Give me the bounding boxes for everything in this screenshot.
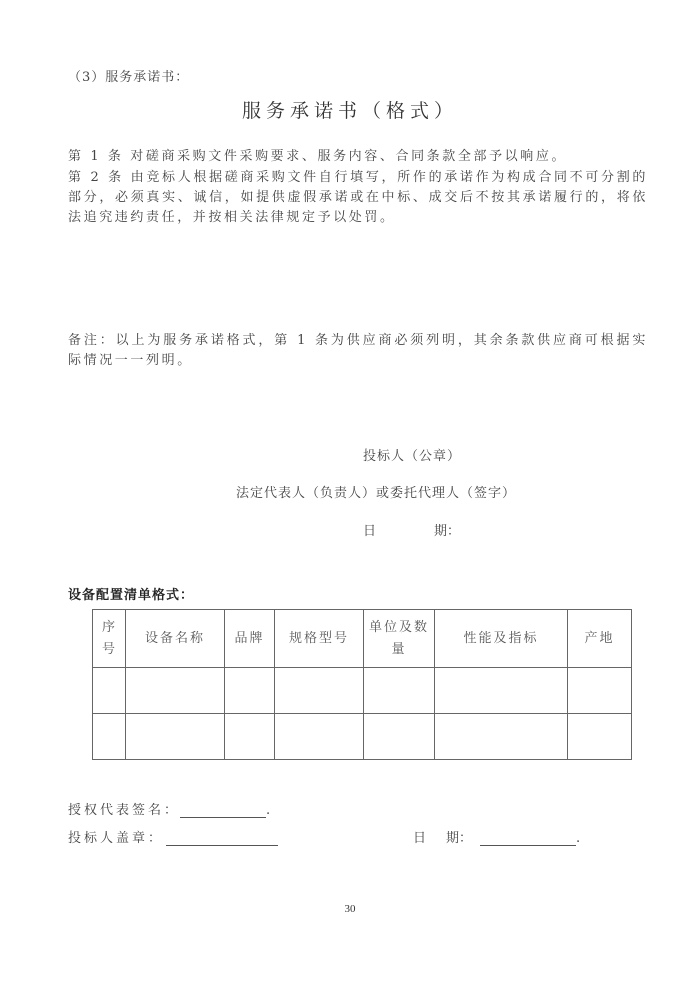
document-title: 服务承诺书（格式） — [241, 100, 458, 122]
table-cell[interactable] — [93, 668, 126, 714]
table-cell[interactable] — [275, 714, 364, 760]
table-cell[interactable] — [364, 714, 435, 760]
authorized-signature-label: 授权代表签名： — [68, 803, 181, 818]
table-cell[interactable] — [364, 668, 435, 714]
header-cell-unit-qty: 单位及数量 — [364, 610, 435, 668]
bidder-seal-label: 投标人（公章） — [363, 449, 462, 464]
signature-date-label — [363, 520, 460, 539]
date-char-2: 期： — [434, 524, 461, 539]
bidder-stamp-row — [68, 827, 278, 846]
table-cell[interactable] — [126, 668, 225, 714]
date-char-1: 日 — [363, 524, 377, 539]
header-cell-name: 设备名称 — [126, 610, 225, 668]
bidder-stamp-line[interactable] — [166, 831, 278, 846]
table-header-row — [93, 610, 632, 668]
header-cell-performance: 性能及指标 — [435, 610, 568, 668]
footer-date-line[interactable] — [480, 831, 576, 846]
footer-date-char-1: 日 — [413, 831, 427, 846]
page-number: 30 — [344, 903, 356, 915]
clause-1: 第 1 条 对磋商采购文件采购要求、服务内容、合同条款全部予以响应。 — [68, 149, 568, 164]
footer-date-suffix: . — [576, 831, 581, 846]
equipment-table — [92, 609, 632, 760]
footer-date-char-2: 期： — [446, 831, 473, 846]
table-cell[interactable] — [568, 668, 632, 714]
clause-2: 第 2 条 由竞标人根据磋商采购文件自行填写，所作的承诺作为构成合同不可分割的部分，必须真实、诚信，如提供虚假承诺或在中标、成交后不按其承诺履行的，将依法追究违约责任，并按相关法律规定予以处罚。 — [68, 170, 648, 225]
table-cell[interactable] — [568, 714, 632, 760]
authorized-signature-row — [68, 799, 273, 818]
table-cell[interactable] — [225, 668, 275, 714]
authorized-signature-line[interactable] — [180, 803, 266, 818]
table-cell[interactable] — [93, 714, 126, 760]
equipment-list-title: 设备配置清单格式： — [68, 588, 195, 603]
table-cell[interactable] — [225, 714, 275, 760]
bidder-stamp-label: 投标人盖章： — [68, 831, 165, 846]
section-label: （3）服务承诺书： — [68, 70, 190, 85]
table-row — [93, 714, 632, 760]
representative-signature-label: 法定代表人（负责人）或委托代理人（签字） — [236, 486, 517, 501]
header-cell-origin: 产地 — [568, 610, 632, 668]
authorized-signature-suffix: . — [266, 803, 274, 818]
table-cell[interactable] — [435, 668, 568, 714]
header-cell-model: 规格型号 — [275, 610, 364, 668]
table-cell[interactable] — [275, 668, 364, 714]
table-row — [93, 668, 632, 714]
header-cell-index: 序号 — [93, 610, 126, 668]
footer-date-row — [413, 827, 580, 846]
table-cell[interactable] — [435, 714, 568, 760]
note: 备注：以上为服务承诺格式，第 1 条为供应商必须列明，其余条款供应商可根据实际情况一一列明。 — [68, 333, 648, 368]
table-cell[interactable] — [126, 714, 225, 760]
header-cell-brand: 品牌 — [225, 610, 275, 668]
